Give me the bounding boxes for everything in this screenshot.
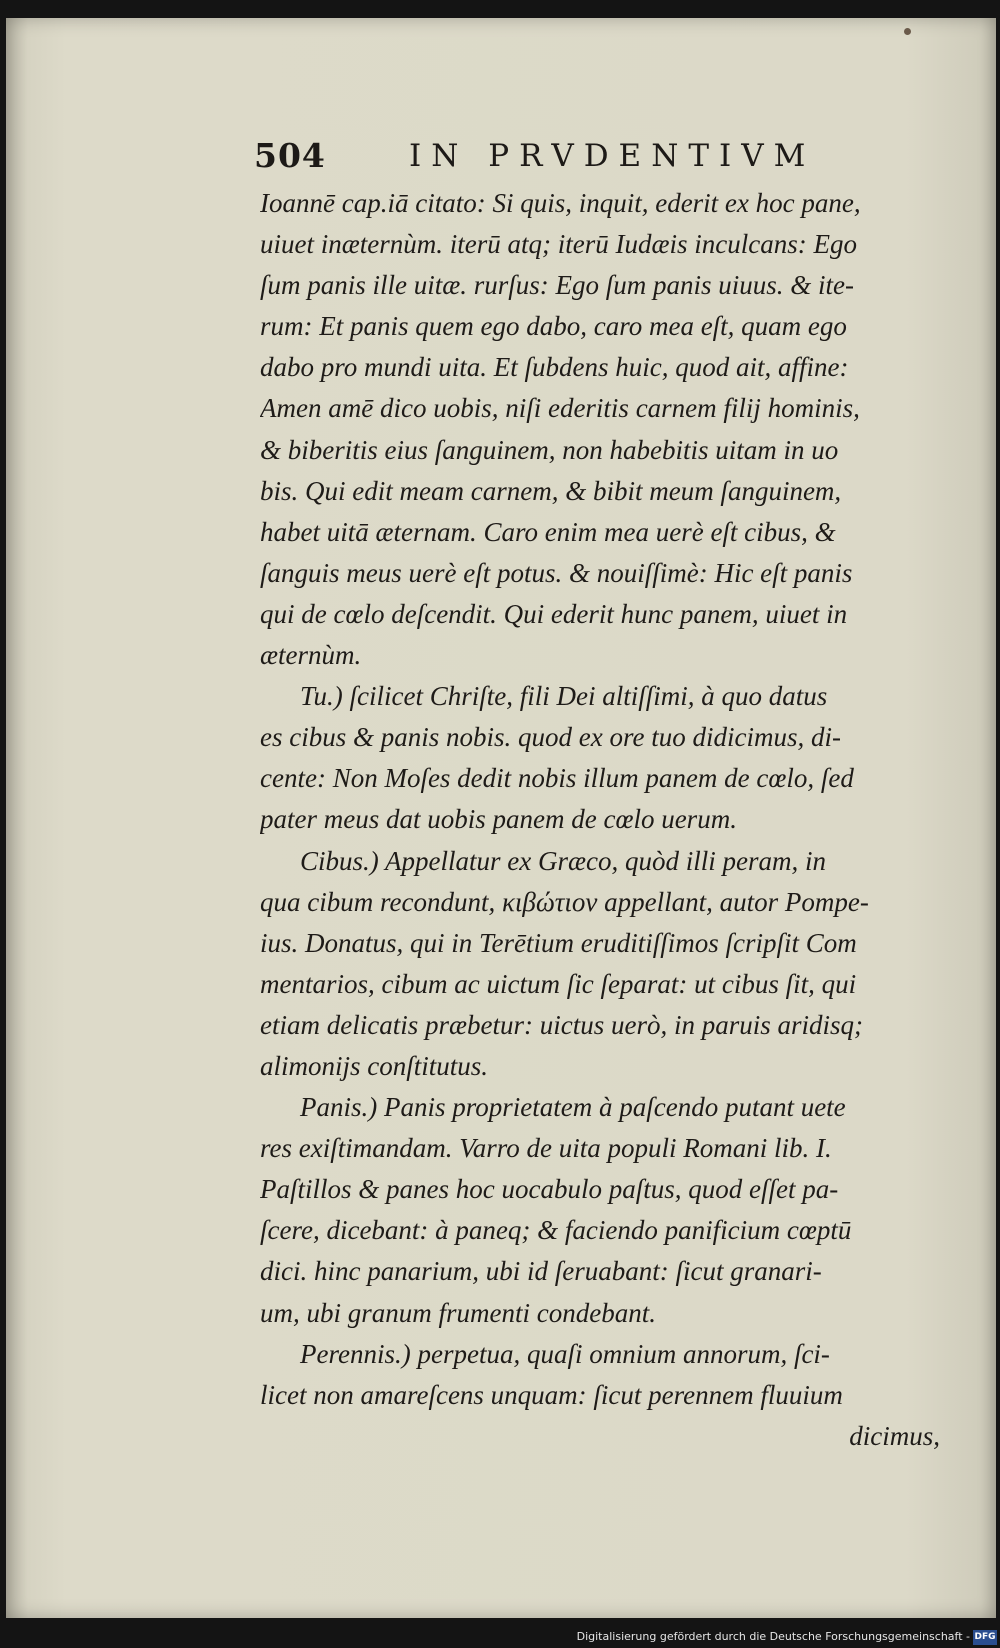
- text-line: um, ubi granum frumenti condebant.: [260, 1297, 656, 1328]
- text-line-lemma-cibus: Cibus.) Appellatur ex Græco, quòd illi peram, in: [300, 845, 826, 876]
- text-line: es cibus & panis nobis. quod ex ore tuo didicimus, di-: [260, 722, 841, 753]
- footer-bar: [0, 1628, 1000, 1648]
- text-line: habet uitā æternam. Caro enim mea uerè eſt cibus, &: [260, 516, 836, 547]
- text-line-lemma-perennis: Perennis.) perpetua, quaſi omnium annorum, ſci-: [300, 1338, 830, 1369]
- text-line: Paſtillos & panes hoc uocabulo paſtus, quod eſſet pa-: [260, 1174, 839, 1205]
- text-line: etiam delicatis præbetur: uictus uerò, in paruis aridisq;: [260, 1009, 863, 1040]
- catchword: dicimus,: [849, 1420, 940, 1451]
- text-line: cente: Non Moſes dedit nobis illum panem de cœlo, ſed: [260, 763, 854, 794]
- text-line: rum: Et panis quem ego dabo, caro mea eſt, quam ego: [260, 311, 847, 342]
- text-line: res exiſtimandam. Varro de uita populi Romani lib. I.: [260, 1133, 832, 1164]
- text-line: ius. Donatus, qui in Terētium eruditiſſimos ſcripſit Com: [260, 927, 857, 958]
- text-line: alimonijs conſtitutus.: [260, 1050, 489, 1081]
- page-header: [254, 136, 854, 176]
- text-line: pater meus dat uobis panem de cœlo uerum.: [260, 804, 737, 835]
- text-line: æternùm.: [260, 640, 362, 671]
- text-line: ſanguis meus uerè eſt potus. & nouiſſimè: Hic eſt panis: [260, 557, 853, 588]
- text-line: bis. Qui edit meam carnem, & bibit meum ſanguinem,: [260, 475, 842, 506]
- text-line: mentarios, cibum ac uictum ſic ſeparat: ut cibus ſit, qui: [260, 968, 857, 999]
- dfg-logo: DFG: [973, 1630, 997, 1645]
- text-line-lemma-panis: Panis.) Panis proprietatem à paſcendo putant uete: [300, 1092, 846, 1123]
- text-line: qui de cœlo deſcendit. Qui ederit hunc panem, uiuet in: [260, 598, 848, 629]
- text-line: ſcere, dicebant: à paneq; & faciendo panificium cœptū: [260, 1215, 852, 1246]
- text-line: dabo pro mundi uita. Et ſubdens huic, quod ait, affine:: [260, 352, 849, 383]
- text-line: ſum panis ille uitæ. rurſus: Ego ſum panis uiuus. & ite-: [260, 270, 855, 301]
- text-line: Amen amē dico uobis, niſi ederitis carnem filij hominis,: [260, 393, 860, 424]
- text-line-lemma-tu: Tu.) ſcilicet Chriſte, fili Dei altiſſimi, à quo datus: [300, 681, 828, 712]
- paper-spot: [904, 28, 911, 35]
- text-line: dici. hinc panarium, ubi id ſeruabant: ſicut granari-: [260, 1256, 822, 1287]
- page-number: 504: [254, 136, 326, 175]
- text-line: & biberitis eius ſanguinem, non habebitis uitam in uo: [260, 434, 839, 465]
- body-text: [260, 183, 940, 1457]
- text-line: licet non amareſcens unquam: ſicut perennem fluuium: [260, 1379, 843, 1410]
- text-line: uiuet inæternùm. iterū atq; iterū Iudæis inculcans: Ego: [260, 229, 857, 260]
- text-line: qua cibum recondunt, κιβώτιον appellant, autor Pompe-: [260, 886, 869, 917]
- text-line: Ioannē cap.iā citato: Si quis, inquit, ederit ex hoc pane,: [260, 188, 861, 218]
- running-head: IN PRVDENTIVM: [409, 138, 816, 174]
- funding-credit: Digitalisierung gefördert durch die Deutsche Forschungsgemeinschaft -: [576, 1630, 970, 1643]
- book-page: [6, 18, 996, 1618]
